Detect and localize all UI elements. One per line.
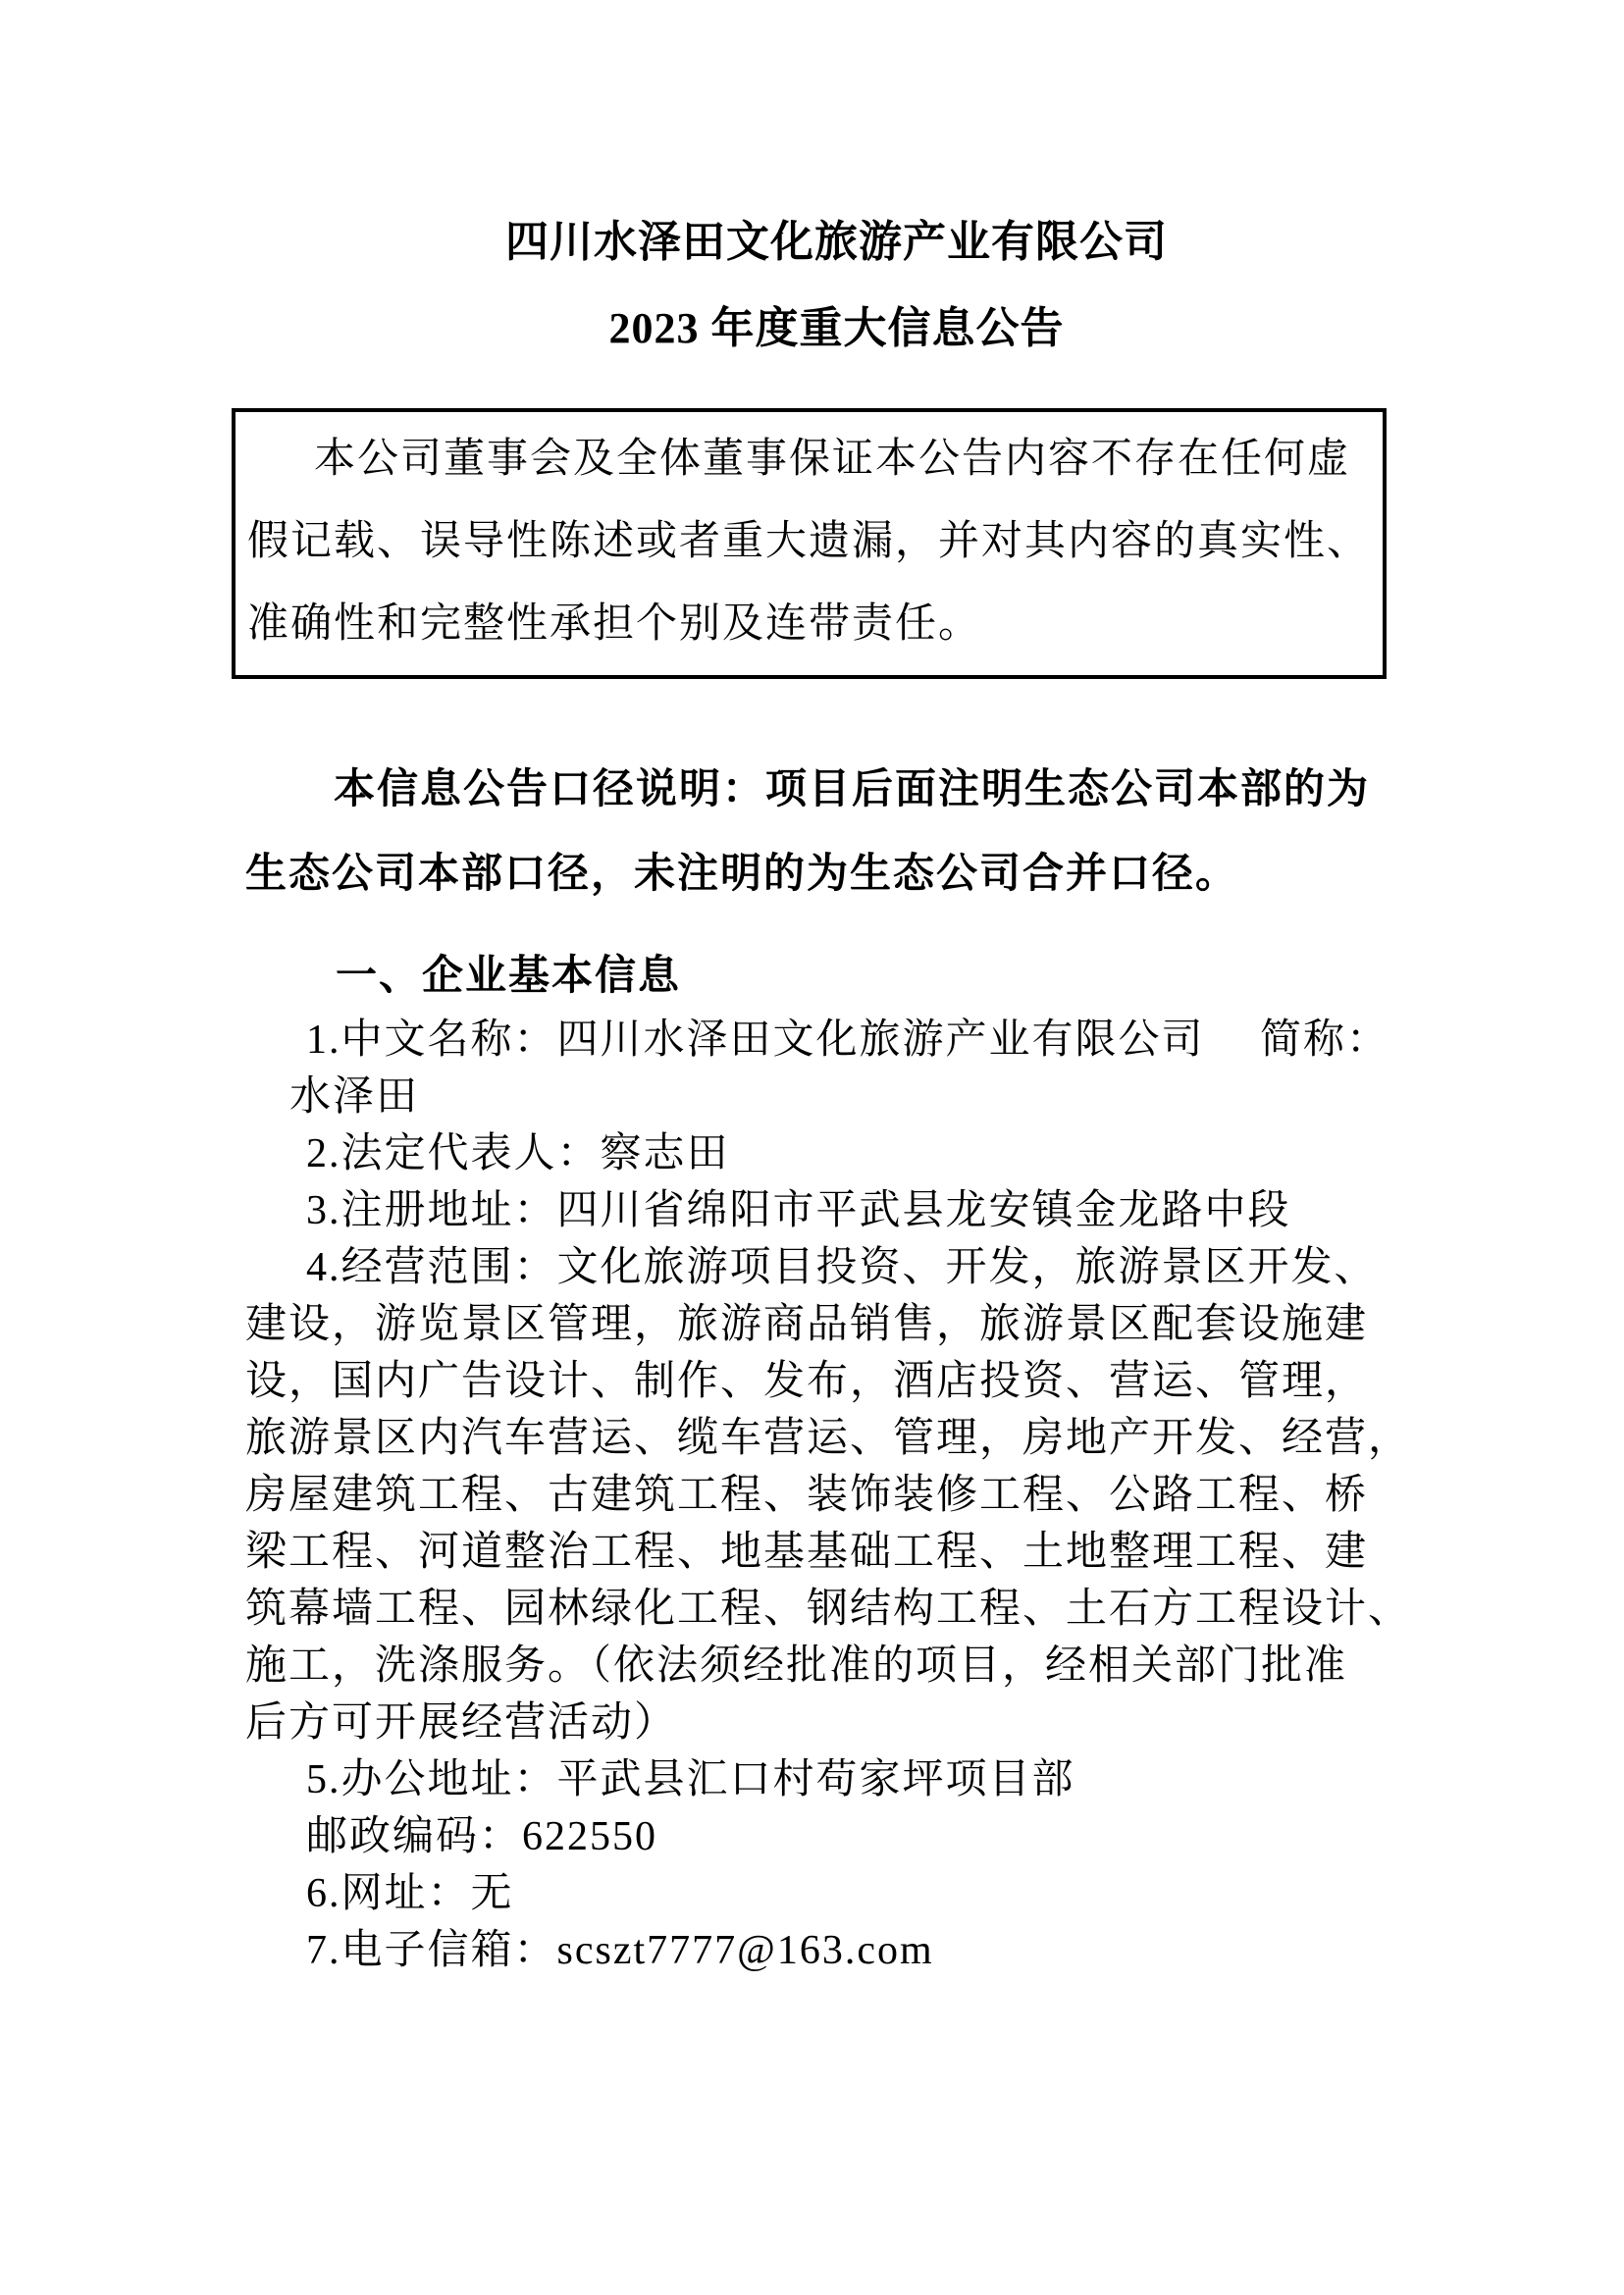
doc-line-scope-wrap: 后方可开展经营活动） (245, 1700, 678, 1746)
doc-line-website: 6.网址：无 (306, 1871, 514, 1916)
doc-line-scope-wrap: 设，国内广告设计、制作、发布，酒店投资、营运、管理， (245, 1359, 1369, 1404)
disclaimer-line: 假记载、误导性陈述或者重大遗漏，并对其内容的真实性、 (247, 519, 1371, 564)
basic-info-list (245, 1012, 1428, 1979)
doc-line-scope-wrap: 房屋建筑工程、古建筑工程、装饰装修工程、公路工程、桥 (245, 1473, 1369, 1518)
doc-line-short-name: 水泽田 (289, 1074, 420, 1120)
doc-line-scope-wrap: 旅游景区内汽车营运、缆车营运、管理，房地产开发、经营， (245, 1416, 1412, 1461)
caliber-note-paragraph (245, 748, 1428, 916)
section-heading-basic-info: 一、企业基本信息 (336, 954, 682, 999)
disclaimer-box (232, 408, 1387, 679)
doc-line-chinese-name: 1.中文名称：四川水泽田文化旅游产业有限公司 简称： (306, 1017, 1390, 1063)
document-title: 四川水泽田文化旅游产业有限公司 (505, 218, 1168, 266)
disclaimer-line: 准确性和完整性承担个别及连带责任。 (247, 601, 982, 647)
doc-line-scope-wrap: 施工，洗涤服务。（依法须经批准的项目，经相关部门批准 (245, 1643, 1348, 1689)
doc-line-email: 7.电子信箱：scszt7777@163.com (306, 1928, 934, 1973)
caliber-note-line: 本信息公告口径说明：项目后面注明生态公司本部的为 (334, 767, 1371, 812)
doc-line-business-scope: 4.经营范围：文化旅游项目投资、开发，旅游景区开发、 (306, 1245, 1378, 1290)
disclaimer-line: 本公司董事会及全体董事保证本公告内容不存在任何虚 (314, 437, 1351, 482)
caliber-note-line: 生态公司本部口径，未注明的为生态公司合并口径。 (245, 852, 1239, 897)
doc-line-scope-wrap: 筑幕墙工程、园林绿化工程、钢结构工程、土石方工程设计、 (245, 1587, 1412, 1632)
doc-line-scope-wrap: 梁工程、河道整治工程、地基基础工程、土地整理工程、建 (245, 1530, 1369, 1575)
doc-line-office-addr: 5.办公地址：平武县汇口村苟家坪项目部 (306, 1757, 1075, 1802)
doc-line-scope-wrap: 建设，游览景区管理，旅游商品销售，旅游景区配套设施建 (245, 1302, 1369, 1347)
document-content (0, 218, 1624, 1979)
doc-line-postal-code: 邮政编码：622550 (306, 1814, 658, 1859)
doc-line-legal-rep: 2.法定代表人：察志田 (306, 1131, 730, 1176)
document-subtitle: 2023 年度重大信息公告 (608, 304, 1065, 352)
doc-line-registered-addr: 3.注册地址：四川省绵阳市平武县龙安镇金龙路中段 (306, 1188, 1291, 1233)
